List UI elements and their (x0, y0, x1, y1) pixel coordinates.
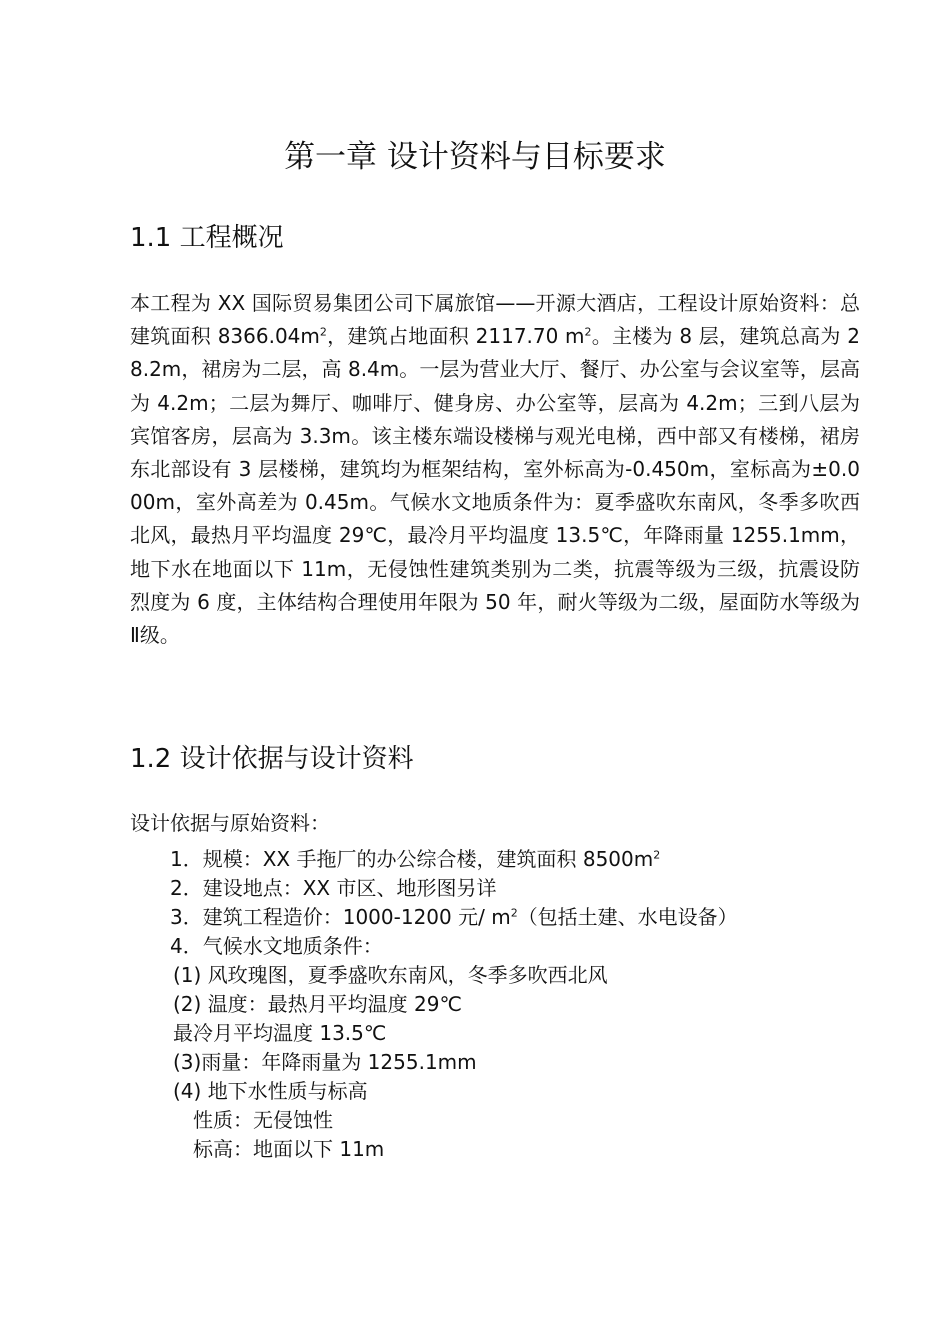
sub-item-rainfall: (3)雨量：年降雨量为 1255.1mm (173, 1050, 477, 1074)
superscript-2: 2 (584, 325, 592, 339)
groundwater-elevation: 标高：地面以下 11m (193, 1137, 385, 1161)
sub-item-wind: (1) 风玫瑰图，夏季盛吹东南风，冬季多吹西北风 (173, 963, 608, 987)
section-title-overview: 1.1 工程概况 (130, 223, 284, 253)
list-item-cost-note: （包括土建、水电设备） (517, 905, 738, 929)
basis-intro: 设计依据与原始资料： (130, 811, 330, 835)
list-item-cost-text: 3．建筑工程造价：1000-1200 元/ m (170, 905, 511, 929)
superscript-2: 2 (510, 906, 518, 920)
overview-text-b: ，建筑占地面积 2117.70 m (326, 324, 585, 349)
sub-item-groundwater: (4) 地下水性质与标高 (173, 1079, 368, 1103)
sub-item-temperature-cold: 最冷月平均温度 13.5℃ (173, 1021, 387, 1045)
overview-text-c: 。主楼为 8 层，建筑总高为 28.2m，裙房为二层，高 8.4m。一层为营业大厅、餐厅、办公室与会议室等，层高为 4.2m；二层为舞厅、咖啡厅、健身房、办公室等，层高为 4.2m；三到八层为宾馆客房，层高为 3.3m。该主楼东端设楼梯与观光电梯，西中部又有楼梯，裙房东北部设有 3 层楼梯，建筑均为框架结构，室外标高为-0.450m，室标高为±0.000m，室外高差为 0.45m。气候水文地质条件为：夏季盛吹东南风，冬季多吹西北风，最热月平均温度 29℃，最冷月平均温度 13.5℃，年降雨量 1255.1mm，地下水在地面以下 11m，无侵蚀性建筑类别为二类，抗震等级为三级，抗震设防烈度为 6 度，主体结构合理使用年限为 50 年，耐火等级为二级，屋面防水等级为Ⅱ级。 (130, 324, 860, 648)
list-item-location: 2．建设地点：XX 市区、地形图另详 (170, 876, 497, 900)
section-title-basis: 1.2 设计依据与设计资料 (130, 744, 414, 774)
list-item-cost (170, 903, 738, 932)
list-item-scale-text: 1．规模：XX 手拖厂的办公综合楼，建筑面积 8500m (170, 847, 654, 871)
list-item-climate: 4．气候水文地质条件： (170, 934, 383, 958)
chapter-title: 第一章 设计资料与目标要求 (284, 139, 666, 175)
groundwater-property: 性质：无侵蚀性 (193, 1108, 333, 1132)
overview-text-a: 本工程为 XX 国际贸易集团公司下属旅馆——开源大酒店，工程设计原始资料：总建筑面积 8366.04m (130, 291, 860, 349)
superscript-2: 2 (653, 848, 661, 862)
sub-item-temperature: (2) 温度：最热月平均温度 29℃ (173, 992, 462, 1016)
overview-paragraph (130, 287, 860, 652)
superscript-2: 2 (319, 325, 327, 339)
list-item-scale (170, 845, 660, 874)
